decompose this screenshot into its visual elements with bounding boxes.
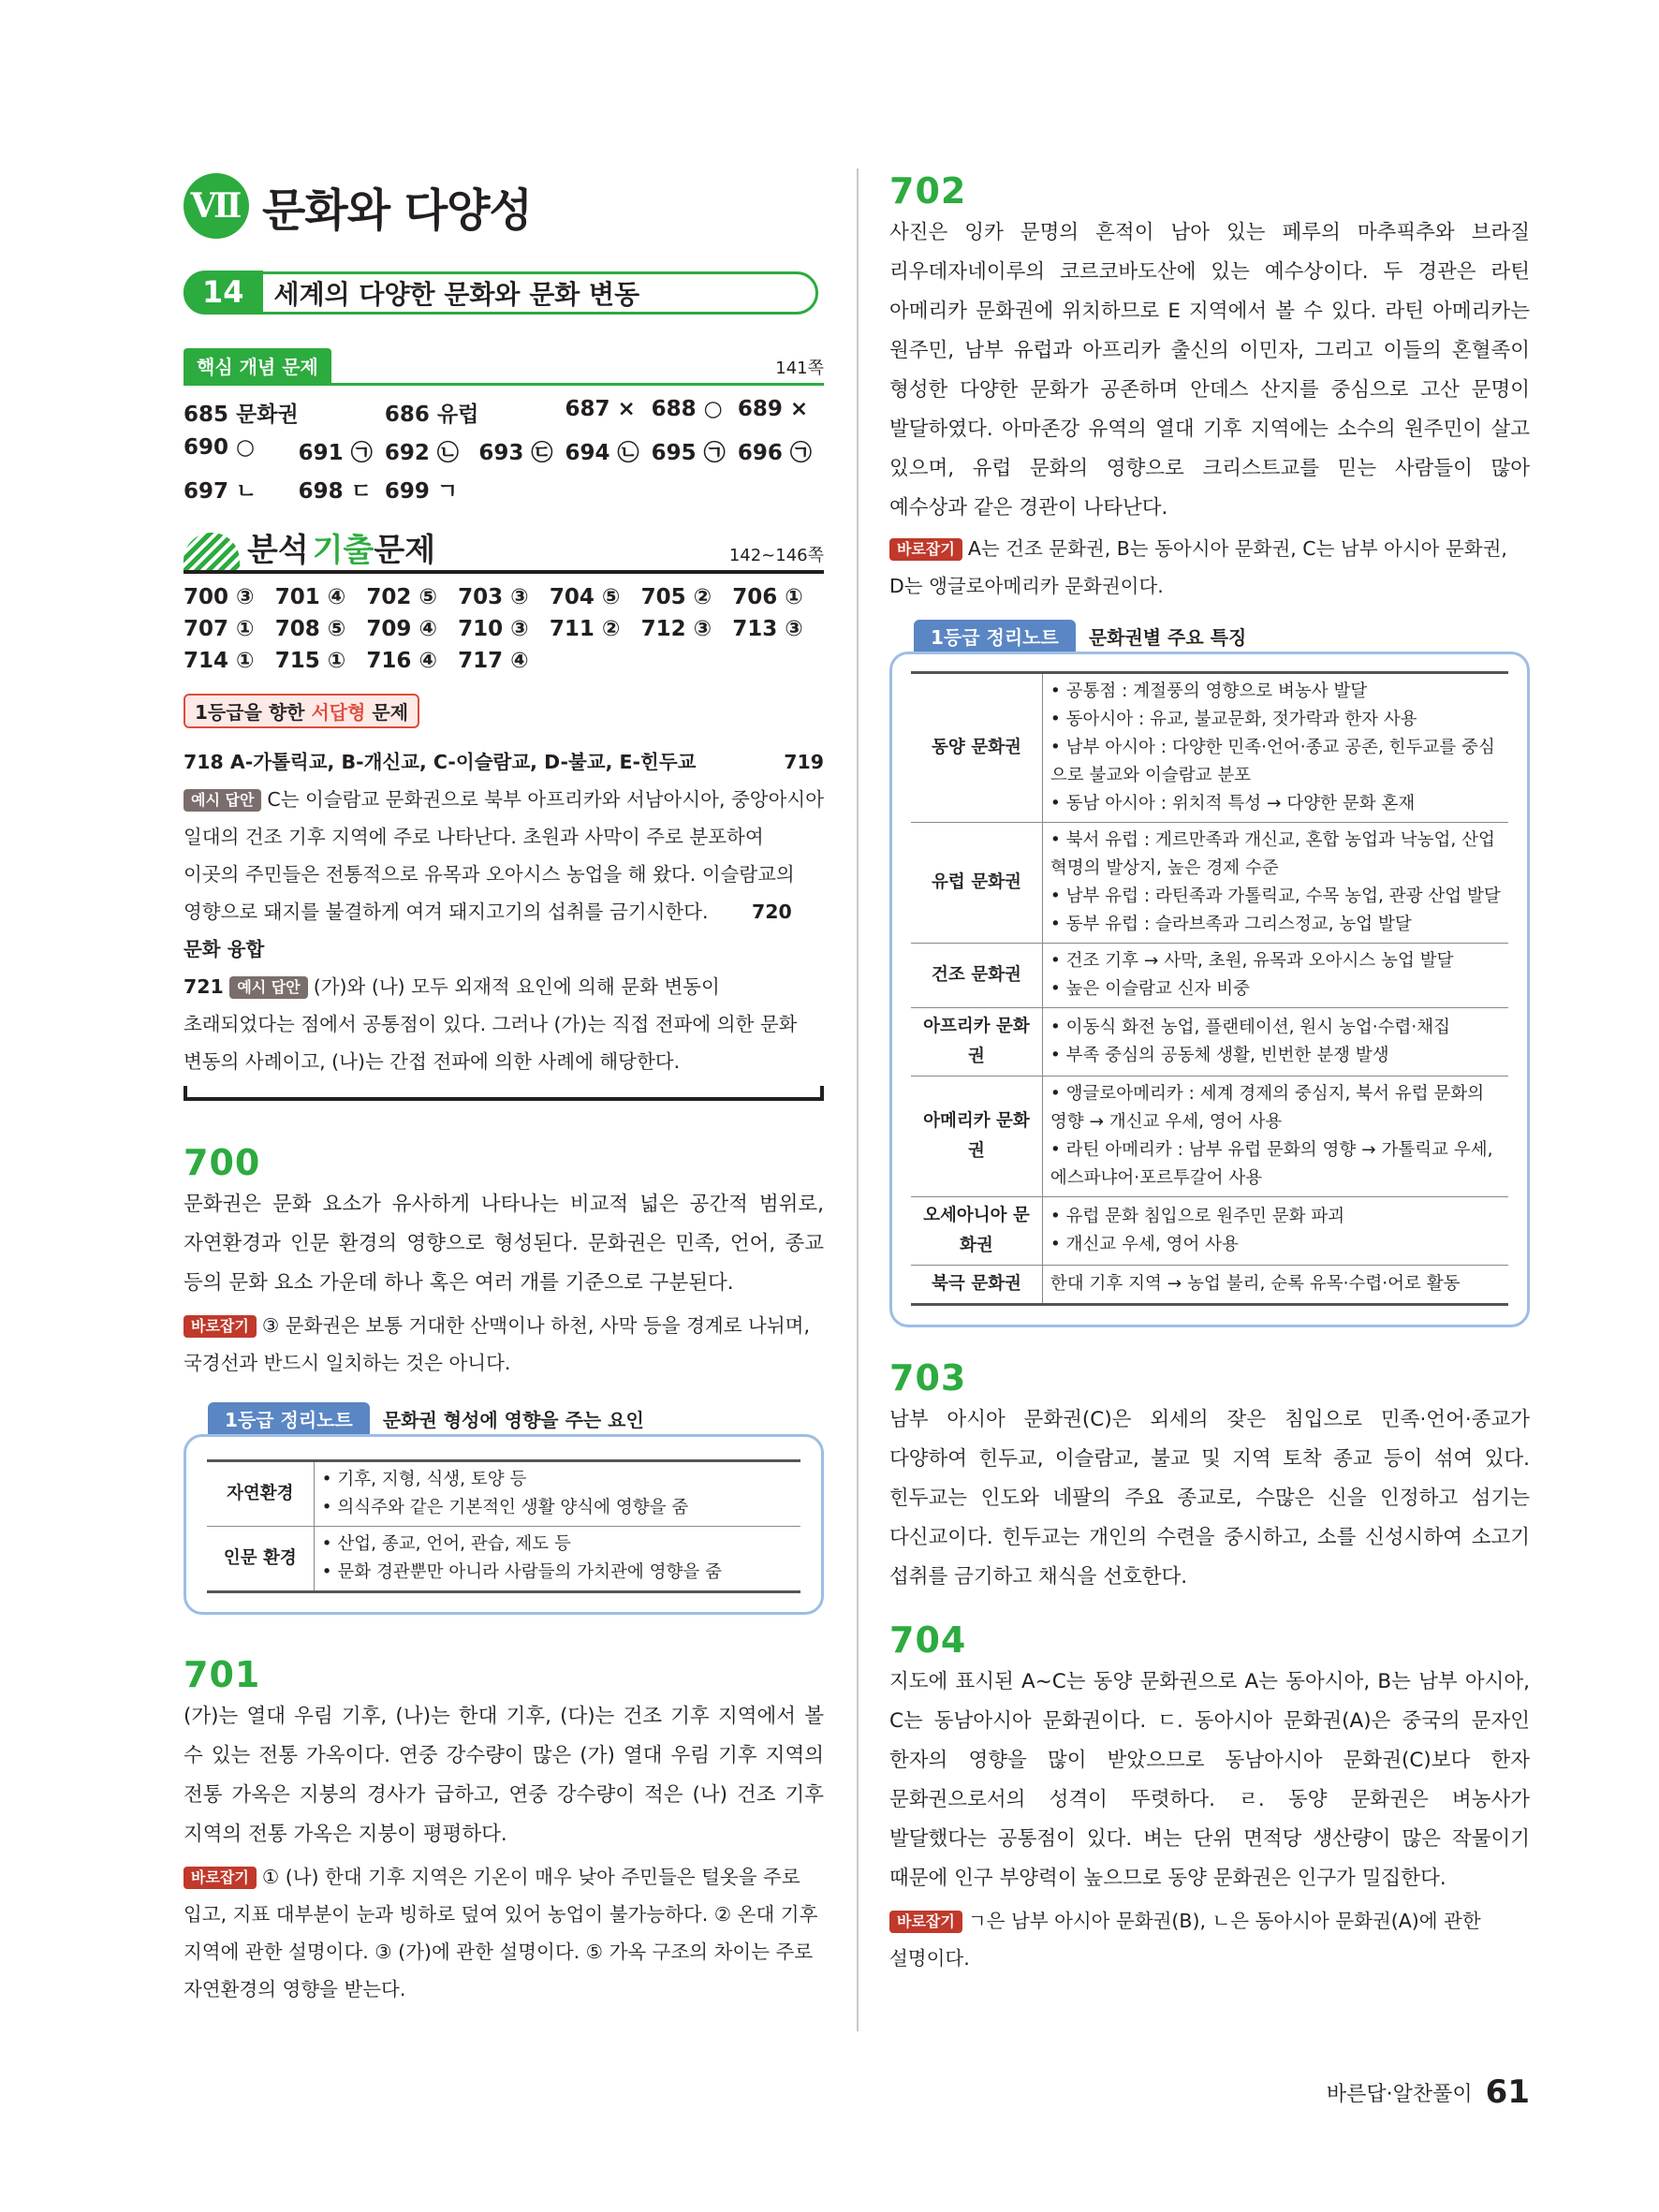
fix-badge: 바로잡기 — [184, 1315, 257, 1338]
q702-fix-text: A는 건조 문화권, B는 동아시아 문화권, C는 남부 아시아 문화권, D는 앵글로아메리카 문화권이다. — [889, 537, 1507, 597]
note-702 — [889, 620, 1530, 1327]
answer-item: 692 ㉡ — [384, 441, 459, 465]
q704-number: 704 — [889, 1619, 967, 1661]
footer-label: 바른답·알찬풀이 — [1326, 2082, 1473, 2106]
note-702-row-body — [1042, 1266, 1508, 1305]
note-702-row-head: 오세아니아 문화권 — [911, 1197, 1042, 1266]
chapter-header — [184, 168, 824, 243]
answer-item: 713 ③ — [732, 617, 803, 641]
note-702-line: • 동아시아 : 유교, 불교문화, 젓가락과 한자 사용 — [1050, 710, 1417, 729]
answer-item: 693 ㉢ — [478, 441, 553, 465]
q704-text: 지도에 표시된 A~C는 동양 문화권으로 A는 동아시아, B는 남부 아시아, C는 동남아시아 문화권이다. ㄷ. 동아시아 문화권(A)은 중국의 문자인 한자의 영향을 많이 받았으므로 동남아시아 문화권(C)보다 한자 문화권으로서의 성격이 뚜렷하다. ㄹ. 동양 문화권은 벼농사가 발달했다는 공통점이 있다. 벼는 단위 면적당 생산량이 많은 작물이기 때문에 인구 부양력이 높으므로 동양 문화권은 인구가 밀집한다. — [889, 1670, 1530, 1890]
note-702-line: • 높은 이슬람교 신자 비중 — [1050, 979, 1251, 999]
note-702-line: • 남부 아시아 : 다양한 민족·언어·종교 공존, 힌두교를 중심으로 불교와 이슬람교 분포 — [1050, 738, 1495, 785]
q703-number: 703 — [889, 1357, 967, 1399]
essay-tag-a: 1등급 — [195, 701, 244, 724]
q700-fix — [184, 1307, 824, 1382]
example-answer-badge: 예시 답안 — [184, 789, 261, 812]
note-702-line: • 개신교 우세, 영어 사용 — [1050, 1235, 1240, 1254]
answer-item — [732, 649, 824, 673]
answer-item: 696 ㉠ — [737, 441, 812, 465]
q700-number: 700 — [184, 1142, 261, 1183]
note-702-line: • 유럽 문화 침입으로 원주민 문화 파괴 — [1050, 1207, 1345, 1226]
note-702-table — [911, 671, 1508, 1306]
analysis-title-a: 분석 — [247, 532, 309, 569]
answer-item: 707 ① — [184, 617, 255, 641]
analysis-page: 142~146쪽 — [728, 546, 824, 565]
note-702-row-body — [1042, 673, 1508, 823]
note-702-row-head: 북극 문화권 — [911, 1266, 1042, 1305]
section-header — [184, 271, 818, 315]
answer-item: 699 ㄱ — [384, 479, 459, 504]
q703-text: 남부 아시아 문화권(C)은 외세의 잦은 침입으로 민족·언어·종교가 다양하여 힌두교, 이슬람교, 불교 및 지역 토착 종교 등이 섞여 있다. 힌두교는 인도와 네팔의 주요 종교로, 수많은 신을 인정하고 섬기는 다신교이다. 힌두교는 개인의 수련을 중시하고, 소를 신성시하여 소고기 섭취를 금기하고 채식을 선호한다. — [889, 1408, 1530, 1589]
note-702-line: • 앵글로아메리카 : 세계 경제의 중심지, 북서 유럽 문화의 영향 → 개신교 우세, 영어 사용 — [1050, 1084, 1485, 1132]
answer-item: 702 ⑤ — [366, 585, 437, 609]
q704-fix — [889, 1902, 1530, 1977]
q702-text: 사진은 잉카 문명의 흔적이 남아 있는 페루의 마추픽추와 브라질 리우데자네이루의 코르코바도산에 있는 예수상이다. 두 경관은 라틴 아메리카 문화권에 위치하므로 E 지역에서 볼 수 있다. 라틴 아메리카는 원주민, 남부 유럽과 아프리카 출신의 이민자, 그리고 이들의 혼혈족이 형성한 다양한 문화가 공존하며 안데스 산지를 중심으로 고산 문명이 발달하였다. 아마존강 유역의 열대 기후 지역에는 소수의 원주민이 살고 있으며, 유럽 문화의 영향으로 크리스트교를 믿는 사람들이 많아 예수상과 같은 경관이 나타난다. — [889, 221, 1530, 520]
note-702-box — [889, 652, 1530, 1327]
note-700-row — [207, 1527, 800, 1592]
note-702-title: 문화권별 주요 특징 — [1088, 625, 1247, 649]
note-700 — [184, 1402, 824, 1615]
answer-item: 712 ③ — [640, 617, 712, 641]
q700-fix-text: ③ 문화권은 보통 거대한 산맥이나 하천, 사막 등을 경계로 나뉘며, 국경선과 반드시 일치하는 것은 아니다. — [184, 1314, 810, 1374]
q701-number: 701 — [184, 1654, 261, 1695]
analysis-title — [184, 524, 435, 570]
answer-718: 718 A-가톨릭교, B-개신교, C-이슬람교, D-불교, E-힌두교 — [184, 751, 697, 773]
fix-badge: 바로잡기 — [889, 1911, 962, 1933]
note-702-line: • 북서 유럽 : 게르만족과 개신교, 혼합 농업과 낙농업, 산업혁명의 발상지, 높은 경제 수준 — [1050, 830, 1495, 878]
analysis-closing-bracket — [184, 1086, 824, 1101]
answer-item: 697 ㄴ — [184, 479, 257, 504]
core-concept-label: 핵심 개념 문제 — [184, 348, 331, 383]
answer-719-num: 719 — [784, 751, 824, 773]
analysis-stripe-icon — [184, 533, 240, 570]
note-700-table — [207, 1459, 800, 1593]
answer-item: 710 ③ — [458, 617, 529, 641]
left-column — [184, 168, 824, 2008]
answer-item: 698 ㄷ — [298, 479, 372, 504]
page-footer — [1327, 2073, 1530, 2111]
answer-item: 709 ④ — [366, 617, 437, 641]
answer-item — [565, 474, 651, 505]
note-702-line: • 동부 유럽 : 슬라브족과 그리스정교, 농업 발달 — [1050, 915, 1412, 934]
answer-item: 694 ㉡ — [565, 441, 639, 465]
essay-tag-c: 서답형 — [311, 701, 366, 724]
answer-item — [299, 397, 385, 428]
note-700-row-head: 인문 환경 — [207, 1527, 314, 1592]
answer-721-text: (가)와 (나) 모두 외재적 요인에 의해 문화 변동이 초래되었다는 점에서 공통점이 있다. 그러나 (가)는 직접 전파에 의한 문화 변동의 사례이고, (나)는 간접 전파에 의한 사례에 해당한다. — [184, 975, 798, 1073]
answer-item: 686 유럽 — [384, 403, 479, 427]
chapter-title: 문화와 다양성 — [262, 183, 532, 237]
note-700-line: • 산업, 종교, 언어, 관습, 제도 등 — [321, 1534, 571, 1554]
answer-item — [641, 649, 733, 673]
note-700-line: • 문화 경관뿐만 아니라 사람들의 가치관에 영향을 줌 — [321, 1562, 722, 1582]
note-702-row-head: 아프리카 문화권 — [911, 1008, 1042, 1077]
answer-item: 690 ○ — [184, 435, 256, 460]
note-700-line: • 기후, 지형, 식생, 토양 등 — [321, 1470, 527, 1489]
note-702-row-body — [1042, 1008, 1508, 1077]
note-700-row-body — [314, 1461, 800, 1527]
answer-item: 706 ① — [732, 585, 803, 609]
note-702-row — [911, 1008, 1508, 1077]
note-700-title: 문화권 형성에 영향을 주는 요인 — [382, 1408, 644, 1431]
note-700-box — [184, 1434, 824, 1615]
essay-721 — [184, 968, 824, 1080]
answer-item: 715 ① — [274, 649, 346, 673]
q704-fix-text: ㄱ은 남부 아시아 문화권(B), ㄴ은 동아시아 문화권(A)에 관한 설명이다. — [889, 1910, 1481, 1970]
fix-badge: 바로잡기 — [889, 538, 962, 561]
analysis-header — [184, 527, 824, 574]
answer-item: 687 × — [565, 397, 636, 421]
answer-720: 720 문화 융합 — [184, 901, 792, 960]
essay-tag — [184, 694, 419, 728]
note-702-row-body — [1042, 823, 1508, 944]
chapter-number-badge: Ⅶ — [184, 173, 249, 239]
note-700-line: • 의식주와 같은 기본적인 생활 양식에 영향을 줌 — [321, 1498, 689, 1517]
fix-badge: 바로잡기 — [184, 1867, 257, 1889]
q702-fix — [889, 530, 1530, 605]
note-702-row — [911, 673, 1508, 823]
note-702-line: • 부족 중심의 공동체 생활, 빈번한 분쟁 발생 — [1050, 1046, 1389, 1065]
essay-tag-b: 을 향한 — [243, 701, 312, 724]
q702-number: 702 — [889, 170, 967, 212]
note-702-row — [911, 1266, 1508, 1305]
answer-item — [738, 474, 824, 505]
answer-item: 717 ④ — [458, 649, 529, 673]
answer-item: 705 ② — [640, 585, 712, 609]
note-702-row — [911, 823, 1508, 944]
note-700-row — [207, 1461, 800, 1527]
note-702-line: • 남부 유럽 : 라틴족과 가톨릭교, 수목 농업, 관광 산업 발달 — [1050, 886, 1501, 906]
note-702-row-body — [1042, 944, 1508, 1008]
core-concept-bar — [184, 350, 824, 386]
page-number: 61 — [1485, 2073, 1530, 2111]
note-700-row-body — [314, 1527, 800, 1592]
column-divider — [857, 168, 859, 2031]
analysis-answer-grid — [184, 585, 824, 673]
note-702-row-body — [1042, 1077, 1508, 1197]
analysis-title-c: 문제 — [374, 532, 436, 569]
example-answer-badge-2: 예시 답안 — [229, 976, 307, 999]
answer-item — [652, 474, 738, 505]
answer-item: 700 ③ — [184, 585, 255, 609]
answer-item: 691 ㉠ — [298, 441, 373, 465]
answer-item: 703 ③ — [458, 585, 529, 609]
note-702-line: • 건조 기후 → 사막, 초원, 유목과 오아시스 농업 발달 — [1050, 951, 1454, 971]
note-702-row-head: 유럽 문화권 — [911, 823, 1042, 944]
note-702-line: • 이동식 화전 농업, 플랜테이션, 원시 농업·수렵·채집 — [1050, 1018, 1450, 1037]
note-702-row — [911, 1197, 1508, 1266]
core-concept-page: 141쪽 — [775, 359, 824, 378]
note-702-row — [911, 1077, 1508, 1197]
answer-721-num: 721 — [184, 975, 224, 998]
answer-item: 714 ① — [184, 649, 255, 673]
q701-fix-text: ① (나) 한대 기후 지역은 기온이 매우 낮아 주민들은 털옷을 주로 입고, 지표 대부분이 눈과 빙하로 덮여 있어 농업이 불가능하다. ② 온대 기후 지역에 관한 설명이다. ③ (가)에 관한 설명이다. ⑤ 가옥 구조의 차이는 주로 자연환경의 영향을 받는다. — [184, 1866, 818, 2000]
note-700-label: 1등급 정리노트 — [208, 1402, 370, 1434]
note-702-row-head: 아메리카 문화권 — [911, 1077, 1042, 1197]
answer-item: 704 ⑤ — [549, 585, 621, 609]
section-number: 14 — [184, 271, 263, 314]
essay-719 — [184, 781, 824, 968]
note-702-label: 1등급 정리노트 — [914, 620, 1076, 652]
note-702-row — [911, 944, 1508, 1008]
answer-item: 708 ⑤ — [274, 617, 346, 641]
answer-item: 695 ㉠ — [651, 441, 726, 465]
right-column — [889, 168, 1530, 1977]
essay-tag-d: 문제 — [365, 701, 409, 724]
q701-fix — [184, 1858, 824, 2008]
answer-item: 711 ② — [549, 617, 621, 641]
answer-item: 685 문화권 — [184, 403, 299, 427]
answer-item: 716 ④ — [366, 649, 437, 673]
answer-item — [478, 397, 565, 428]
answer-item: 701 ④ — [274, 585, 346, 609]
answer-item — [550, 649, 641, 673]
note-702-line: 한대 기후 지역 → 농업 불리, 순록 유목·수렵·어로 활동 — [1050, 1274, 1461, 1294]
answer-item: 688 ○ — [651, 397, 723, 421]
essay-718-line — [184, 743, 824, 781]
analysis-title-b: 기출 — [312, 532, 374, 569]
q700-text: 문화권은 문화 요소가 유사하게 나타나는 비교적 넓은 공간적 범위로, 자연환경과 인문 환경의 영향으로 형성된다. 문화권은 민족, 언어, 종교 등의 문화 요소 가운데 하나 혹은 여러 개를 기준으로 구분된다. — [184, 1193, 824, 1295]
note-702-row-head: 동양 문화권 — [911, 673, 1042, 823]
q701-text: (가)는 열대 우림 기후, (나)는 한대 기후, (다)는 건조 기후 지역에서 볼 수 있는 전통 가옥이다. 연중 강수량이 많은 (가) 열대 우림 기후 지역의 전통 가옥은 지붕의 경사가 급하고, 연중 강수량이 적은 (나) 건조 기후 지역의 전통 가옥은 지붕이 평평하다. — [184, 1705, 824, 1846]
note-702-row-body — [1042, 1197, 1508, 1266]
note-702-line: • 라틴 아메리카 : 남부 유럽 문화의 영향 → 가톨릭교 우세, 에스파냐어·포르투갈어 사용 — [1050, 1140, 1493, 1188]
core-answer-grid — [184, 397, 824, 505]
answer-item — [478, 474, 565, 505]
note-702-line: • 공통점 : 계절풍의 영향으로 벼농사 발달 — [1050, 681, 1368, 701]
note-702-row-head: 건조 문화권 — [911, 944, 1042, 1008]
answer-719-text: C는 이슬람교 문화권으로 북부 아프리카와 서남아시아, 중앙아시아 일대의 건조 기후 지역에 주로 나타난다. 초원과 사막이 주로 분포하여 이곳의 주민들은 전통적으로 유목과 오아시스 농업을 해 왔다. 이슬람교의 영향으로 돼지를 불결하게 여겨 돼지고기의 섭취를 금기시한다. — [184, 788, 825, 923]
note-700-row-head: 자연환경 — [207, 1461, 314, 1527]
answer-item: 689 × — [737, 397, 809, 421]
note-702-line: • 동남 아시아 : 위치적 특성 → 다양한 문화 혼재 — [1050, 794, 1416, 813]
section-title: 세계의 다양한 문화와 문화 변동 — [273, 279, 640, 310]
